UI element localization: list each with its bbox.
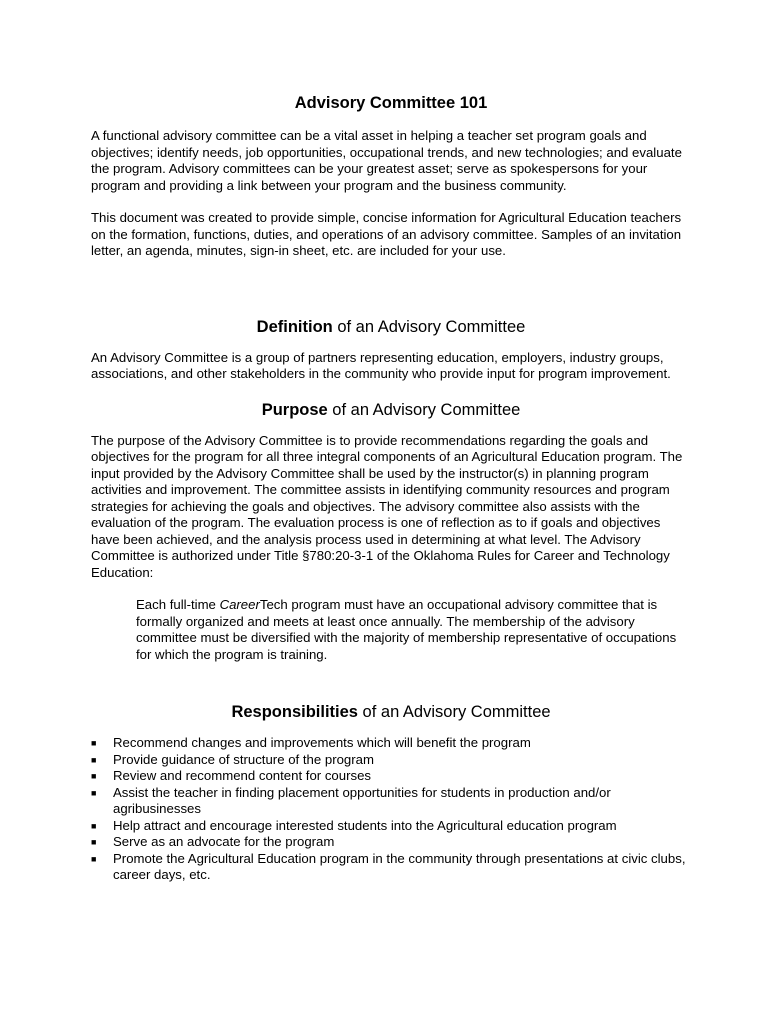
list-item xyxy=(91,752,691,769)
rule-quote-before: Each full-time xyxy=(136,597,220,612)
bullet-icon: ■ xyxy=(91,787,97,798)
bullet-icon: ■ xyxy=(91,820,97,831)
list-item-text: Review and recommend content for courses xyxy=(113,768,372,783)
responsibilities-heading-rest: of an Advisory Committee xyxy=(357,703,551,721)
intro-paragraph: A functional advisory committee can be a vital asset in helping a teacher set program goals and objectives; identify needs, job opportunities, occupational trends, and new technologies; and evaluate the program. Advisory committees can be your greatest asset; serve as spokespersons for your program and providing a link between your program and the business community. xyxy=(91,128,682,193)
bullet-icon: ■ xyxy=(91,754,97,765)
list-item xyxy=(91,785,691,818)
definition-text: An Advisory Committee is a group of partners representing education, employers, industry groups, associations, and other stakeholders in the community who provide input for program improvement. xyxy=(91,349,671,381)
bullet-icon: ■ xyxy=(91,837,97,847)
responsibilities-heading-strong: Responsibilities xyxy=(231,703,358,721)
rule-quote-italic: Career xyxy=(219,597,260,612)
list-item-text: Recommend changes and improvements which will benefit the program xyxy=(113,735,531,750)
purpose-heading xyxy=(91,399,691,421)
document-title: Advisory Committee 101 xyxy=(294,94,488,112)
purpose-text: The purpose of the Advisory Committee is to provide recommendations regarding the goals and objectives for the program for all three integral components of an Agricultural Education program. The input provided by the Advisory Committee shall be used by the instructor(s) in planning program activities and improvement. The committee assists in identifying community resources and program strategies for achieving the goals and objectives. The advisory committee also assists with the evaluation of the program. The evaluation process is one of reflection as to if goals and objectives have been achieved, and the analysis process used in determining at what level. The Advisory Committee is authorized under Title §780:20-3-1 of the Oklahoma Rules for Career and Technology Education: xyxy=(91,432,683,580)
bullet-icon: ■ xyxy=(91,853,97,864)
list-item xyxy=(91,851,691,884)
list-item xyxy=(91,834,691,851)
rule-quote xyxy=(136,597,691,663)
responsibilities-list xyxy=(91,735,691,884)
rule-quote-after: Tech program must have an occupational advisory committee that is formally organized and meets at least once annually. The membership of the advisory committee must be diversified with the majority of membership representative of occupations for which the program is training. xyxy=(136,597,677,662)
bullet-icon: ■ xyxy=(91,771,97,781)
definition-heading-rest: of an Advisory Committee xyxy=(332,317,526,336)
bullet-icon: ■ xyxy=(91,738,97,748)
list-item xyxy=(91,735,691,752)
list-item-text: Serve as an advocate for the program xyxy=(113,834,335,849)
definition-heading xyxy=(91,316,691,338)
list-item xyxy=(91,768,691,785)
purpose-heading-strong: Purpose xyxy=(261,400,328,419)
list-item-text: Provide guidance of structure of the program xyxy=(113,751,374,767)
definition-heading-strong: Definition xyxy=(256,317,333,336)
list-item-text: Assist the teacher in finding placement opportunities for students in production and/or agribusinesses xyxy=(113,784,611,816)
intro-paragraph: This document was created to provide simple, concise information for Agricultural Education teachers on the formation, functions, duties, and operations of an advisory committee. Samples of an invitation letter, an agenda, minutes, sign-in sheet, etc. are included for your use. xyxy=(91,210,682,258)
list-item-text: Help attract and encourage interested students into the Agricultural education program xyxy=(113,817,617,833)
purpose-heading-rest: of an Advisory Committee xyxy=(327,400,521,419)
document-page xyxy=(91,92,691,884)
responsibilities-heading xyxy=(91,701,691,723)
list-item xyxy=(91,818,691,835)
list-item-text: Promote the Agricultural Education program in the community through presentations at civic clubs, career days, etc. xyxy=(113,850,686,882)
